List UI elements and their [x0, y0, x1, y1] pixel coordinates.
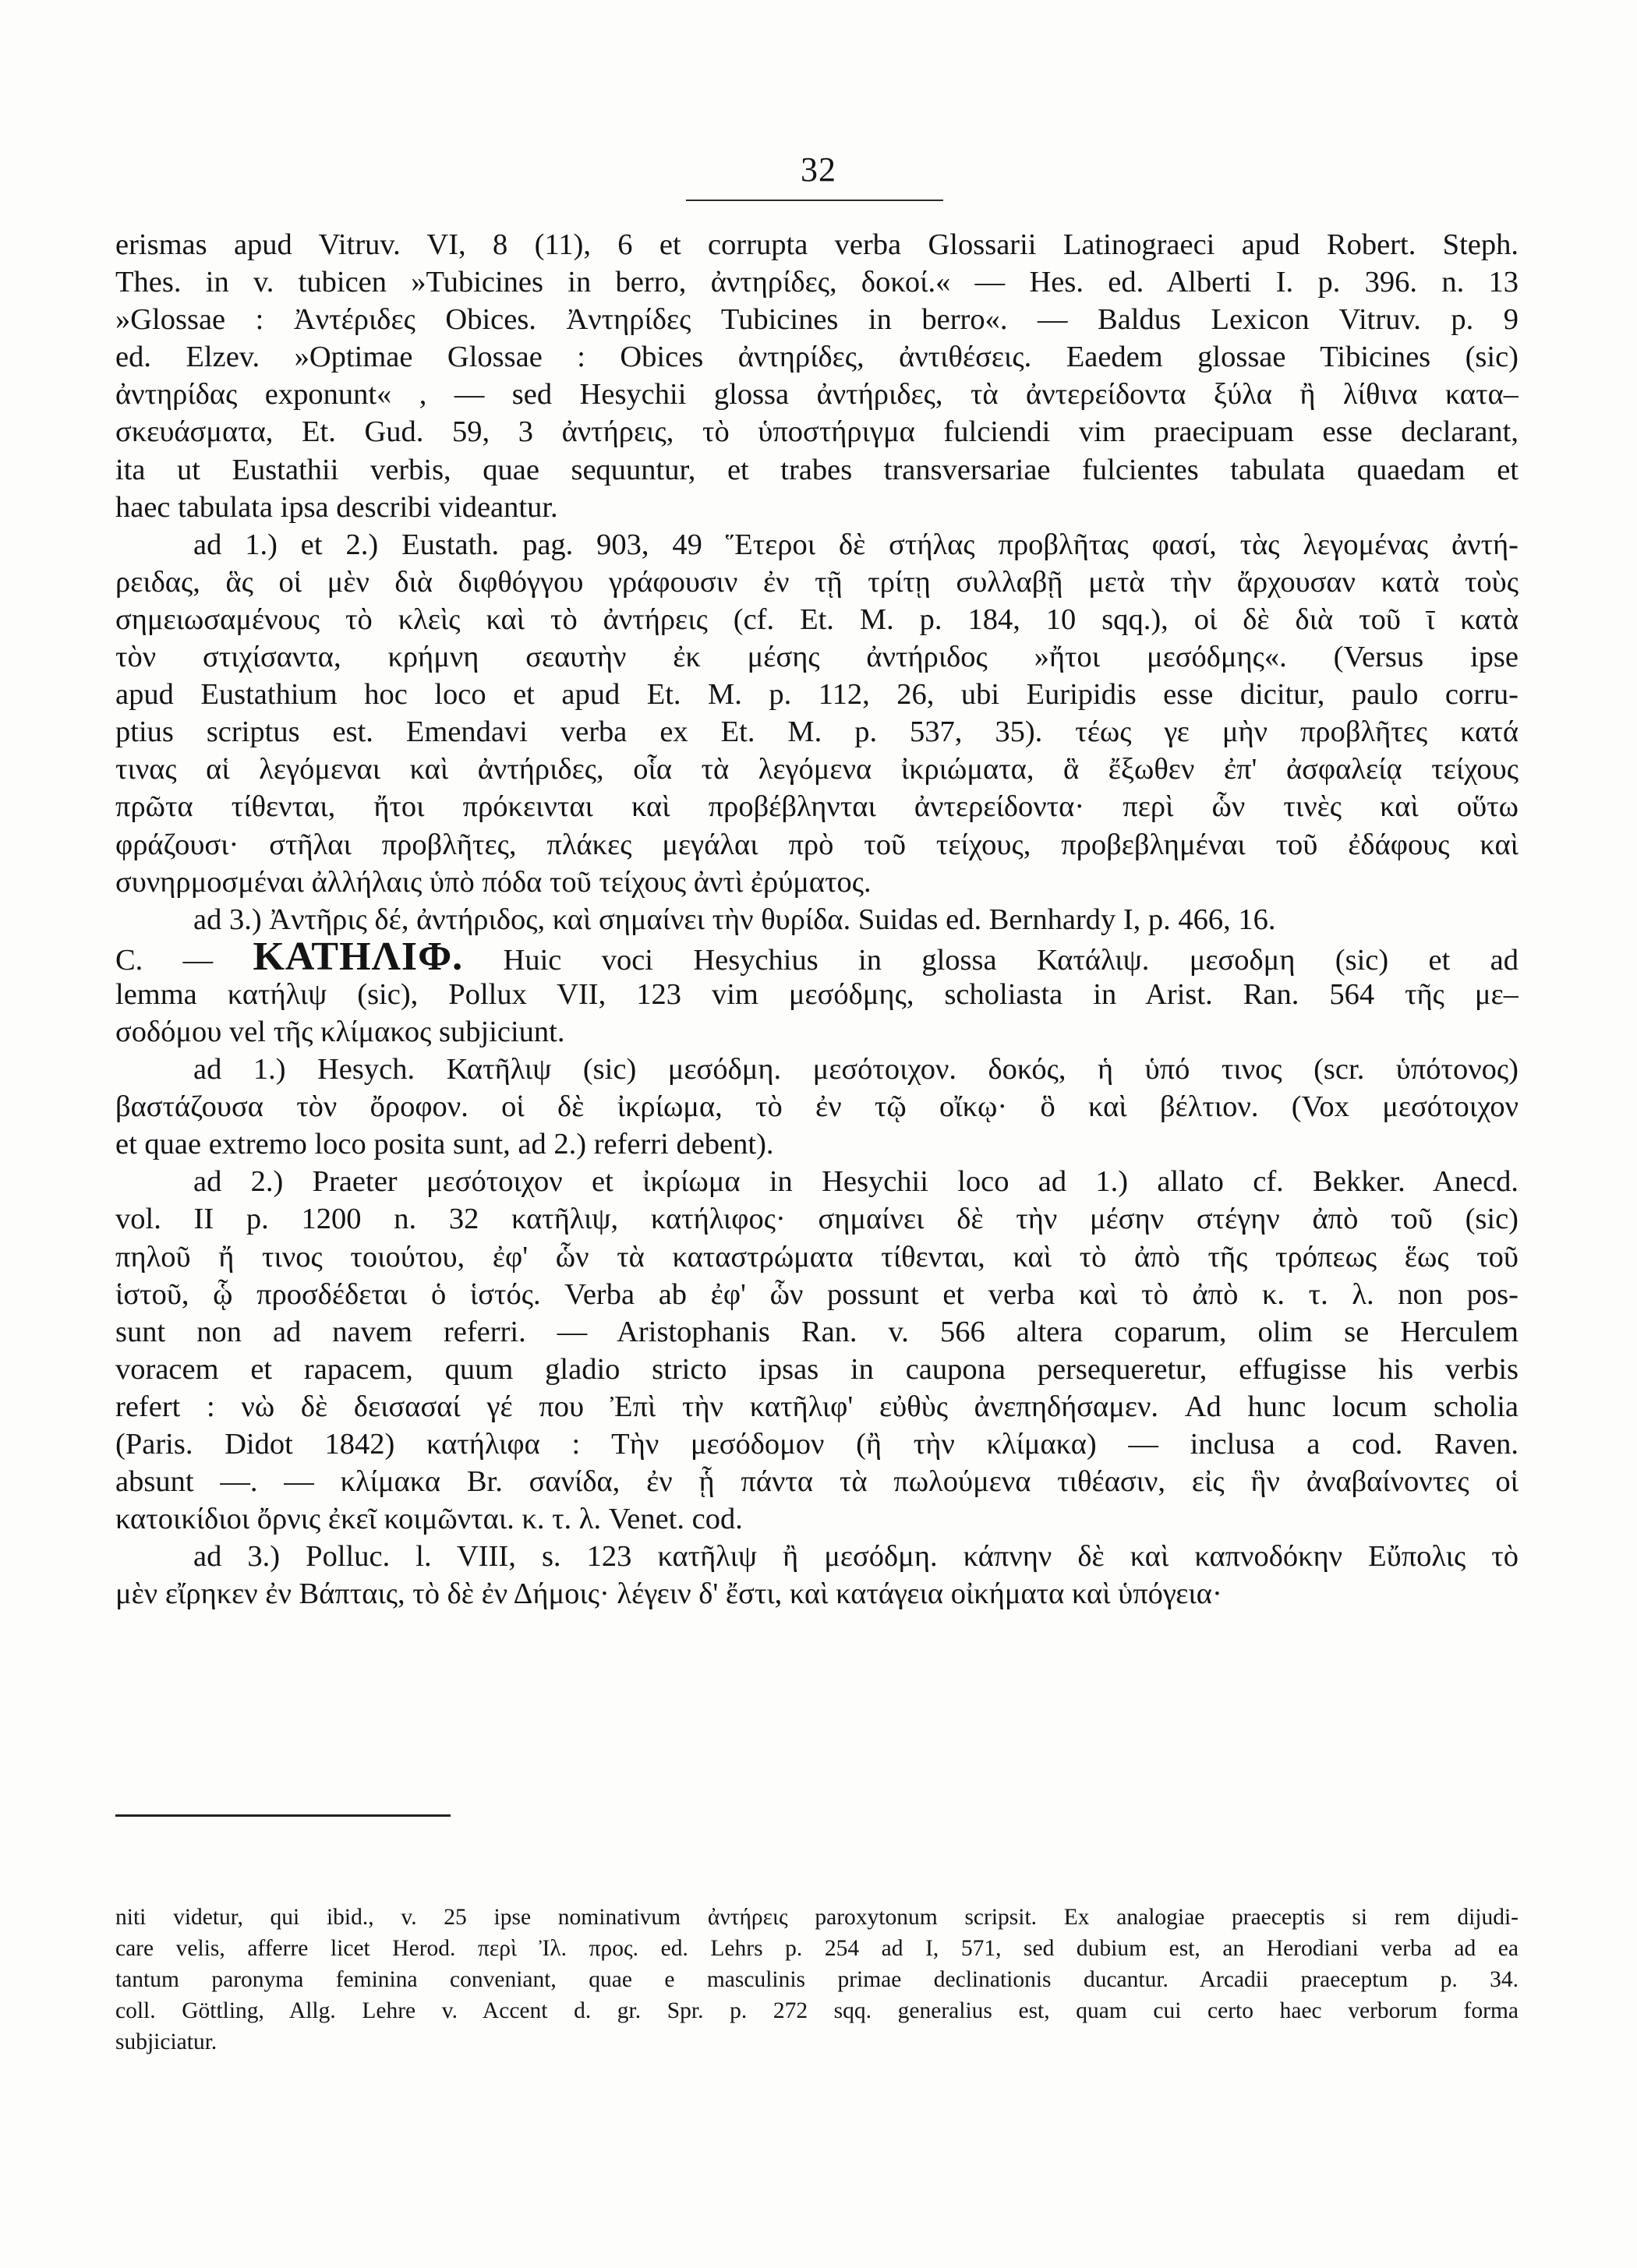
section-intro-text: Huic voci Hesychius in glossa Κατάλιψ. μεσοδμη (sic) et ad [463, 943, 1519, 976]
text-line: τὸν στιχίσαντα, κρήμνη σεαυτὴν ἐκ μέσης ἀντήριδος »ἤτοι μεσόδμης«. (Versus ipse [115, 641, 1519, 674]
text-line: absunt —. — κλίμακα Br. σανίδα, ἐν ᾗ πάντα τὰ πωλούμενα τιθέασιν, εἰς ἣν ἀναβαίνοντες οἱ [115, 1465, 1519, 1499]
text-line: »Glossae : Ἀντέριδες Obices. Ἀντηρίδες Tubicines in berro«. — Baldus Lexicon Vitruv. p. 9 [115, 303, 1519, 337]
header-rule [686, 200, 943, 201]
footnotes [115, 1902, 1519, 2058]
text-line: ἀντηρίδας exponunt« , — sed Hesychii glossa ἀντήριδες, τὰ ἀντερείδοντα ξύλα ἢ λίθινα κατα– [115, 378, 1519, 412]
text-line: (Paris. Didot 1842) κατήλιφα : Τὴν μεσόδομον (ἢ τὴν κλίμακα) — inclusa a cod. Raven. [115, 1428, 1519, 1461]
text-line: erismas apud Vitruv. VI, 8 (11), 6 et corrupta verba Glossarii Latinograeci apud Robert. Steph. [115, 228, 1519, 261]
footnote-line: niti videtur, qui ibid., v. 25 ipse nominativum ἀντήρεις paroxytonum scripsit. Ex analogiae praeceptis si rem dijudi- [115, 1905, 1519, 1930]
text-line: κατοικίδιοι ὄρνις ἐκεῖ κοιμῶνται. κ. τ. λ. Venet. cod. [115, 1503, 743, 1536]
text-line: σκευάσματα, Et. Gud. 59, 3 ἀντήρεις, τὸ ὑποστήριγμα fulciendi vim praecipuam esse declarant, [115, 415, 1519, 449]
text-line: φράζουσι· στῆλαι προβλῆτες, πλάκες μεγάλαι πρὸ τοῦ τείχους, προβεβλημέναι τοῦ ἐδάφους καὶ [115, 828, 1519, 861]
text-line: haec tabulata ipsa describi videantur. [115, 490, 558, 524]
main-text [115, 226, 1519, 1613]
page-number: 32 [801, 150, 836, 189]
text-line: ed. Elzev. »Optimae Glossae : Obices ἀντηρίδες, ἀντιθέσεις. Eaedem glossae Tibicines (sic) [115, 341, 1519, 374]
footnote-rule [115, 1814, 451, 1817]
text-line: sunt non ad navem referri. — Aristophanis Ran. v. 566 altera coparum, olim se Herculem [115, 1315, 1519, 1348]
text-line: ita ut Eustathii verbis, quae sequuntur, et trabes transversariae fulcientes tabulata quaedam et [115, 453, 1519, 486]
footnote-line: care velis, afferre licet Herod. περὶ Ἰλ. προς. ed. Lehrs p. 254 ad I, 571, sed dubium est, an Herodiani verba ad ea [115, 1936, 1519, 1961]
footnote-line: coll. Göttling, Allg. Lehre v. Accent d. gr. Spr. p. 272 sqq. generalius est, quam cui certo haec verborum forma [115, 1998, 1519, 2023]
text-line: ἱστοῦ, ᾧ προσδέδεται ὁ ἱστός. Verba ab ἐφ' ὧν possunt et verba καὶ τὸ ἀπὸ κ. τ. λ. non pos- [115, 1277, 1519, 1311]
text-line: ad 3.) Ἀντῆρις δέ, ἀντήριδος, καὶ σημαίνει τὴν θυρίδα. Suidas ed. Bernhardy I, p. 466, 16. [193, 903, 1276, 936]
text-line: voracem et rapacem, quum gladio stricto ipsas in caupona persequeretur, effugisse his verbis [115, 1352, 1519, 1386]
text-line: πηλοῦ ἤ τινος τοιούτου, ἐφ' ὧν τὰ καταστρώματα τίθενται, καὶ τὸ ἀπὸ τῆς τρόπεως ἕως τοῦ [115, 1240, 1519, 1274]
text-line: lemma κατήλιψ (sic), Pollux VII, 123 vim μεσόδμης, scholiasta in Arist. Ran. 564 τῆς με– [115, 977, 1519, 1011]
text-line: μὲν εἴρηκεν ἐν Βάπταις, τὸ δὲ ἐν Δήμοις· λέγειν δ' ἔστι, καὶ κατάγεια οἰκήματα καὶ ὑπόγεια· [115, 1577, 1222, 1611]
text-line: ad 1.) et 2.) Eustath. pag. 903, 49 Ἕτεροι δὲ στήλας προβλῆτας φασί, τὰς λεγομένας ἀντή- [193, 528, 1519, 561]
text-line [115, 938, 1519, 976]
text-line: refert : νὼ δὲ δεισασαί γέ που Ἐπὶ τὴν κατῆλιφ' εὐθὺς ἀνεπηδήσαμεν. Ad hunc locum scholia [115, 1390, 1519, 1423]
text-line: Thes. in v. tubicen »Tubicines in berro, ἀντηρίδες, δοκοί.« — Hes. ed. Alberti I. p. 396. n. 13 [115, 266, 1519, 299]
footnote-line: subjiciatur. [115, 2030, 217, 2054]
footnote-line: tantum paronyma feminina conveniant, quae e masculinis primae declinationis ducantur. Arcadii praeceptum p. 34. [115, 1967, 1519, 1992]
text-line: et quae extremo loco posita sunt, ad 2.) referri debent). [115, 1128, 774, 1161]
text-line: βαστάζουσα τὸν ὄροφον. οἱ δὲ ἰκρίωμα, τὸ ἐν τῷ οἴκῳ· ὃ καὶ βέλτιον. (Vox μεσότοιχον [115, 1090, 1519, 1124]
text-line: πρῶτα τίθενται, ἤτοι πρόκεινται καὶ προβέβληνται ἀντερείδοντα· περὶ ὧν τινὲς καὶ οὕτω [115, 790, 1519, 824]
text-line: ad 3.) Polluc. l. VIII, s. 123 κατῆλιψ ἢ μεσόδμη. κάπνην δὲ καὶ καπνοδόκην Εὔπολις τὸ [193, 1540, 1519, 1574]
text-line: ρειδας, ἃς οἱ μὲν διὰ διφθόγγου γράφουσιν ἐν τῇ τρίτῃ συλλαβῇ μετὰ τὴν ἄρχουσαν κατὰ τοὺς [115, 565, 1519, 599]
text-line: ptius scriptus est. Emendavi verba ex Et. M. p. 537, 35). τέως γε μὴν προβλῆτες κατά [115, 715, 1519, 749]
text-line: vol. II p. 1200 n. 32 κατῆλιψ, κατήλιφος· σημαίνει δὲ τὴν μέσην στέγην ἀπὸ τοῦ (sic) [115, 1203, 1519, 1236]
text-line: ad 2.) Praeter μεσότοιχον et ἰκρίωμα in Hesychii loco ad 1.) allato cf. Bekker. Anecd. [193, 1165, 1519, 1199]
section-label: C. — [115, 943, 253, 976]
text-line: σοδόμου vel τῆς κλίμακος subjiciunt. [115, 1015, 565, 1048]
text-line: συνηρμοσμέναι ἀλλήλαις ὑπὸ πόδα τοῦ τείχους ἀντὶ ἐρύματος. [115, 865, 872, 899]
text-line: τινας αἱ λεγόμεναι καὶ ἀντήριδες, οἷα τὰ λεγόμενα ἰκριώματα, ἃ ἔξωθεν ἐπ' ἀσφαλείᾳ τείχους [115, 753, 1519, 786]
text-line: apud Eustathium hoc loco et apud Et. M. p. 112, 26, ubi Euripidis esse dicitur, paulo corru- [115, 678, 1519, 712]
section-headword: ΚΑΤΗΛΙΦ. [253, 938, 464, 976]
text-line: σημειωσαμένους τὸ κλεὶς καὶ τὸ ἀντήρεις (cf. Et. M. p. 184, 10 sqq.), οἱ δὲ διὰ τοῦ ῑ κατὰ [115, 602, 1519, 636]
text-line: ad 1.) Hesych. Κατῆλιψ (sic) μεσόδμη. μεσότοιχον. δοκός, ἡ ὑπό τινος (scr. ὑπότονος) [193, 1053, 1519, 1086]
